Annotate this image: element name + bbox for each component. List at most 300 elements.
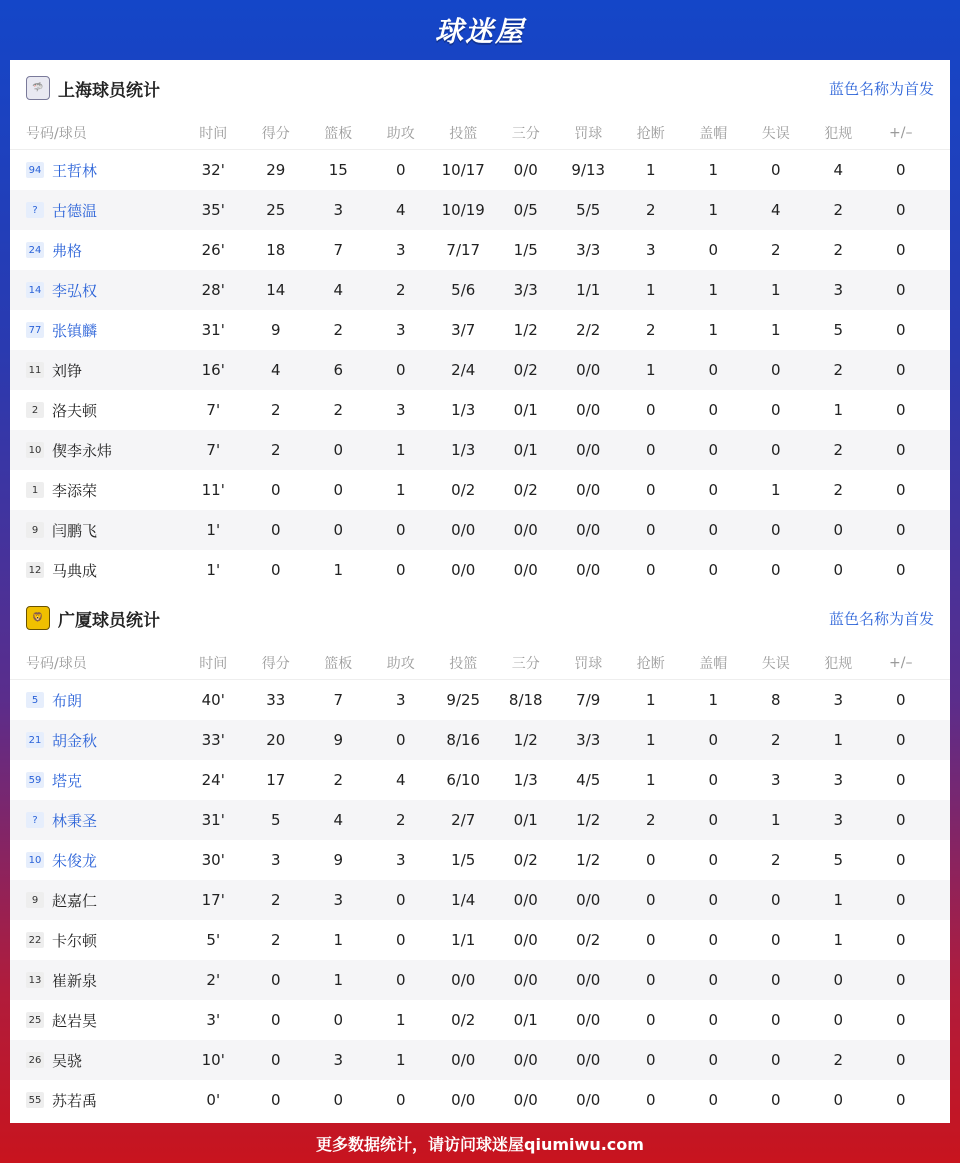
- player-rows: [10, 150, 950, 590]
- jersey-number-badge: ?: [26, 202, 44, 218]
- stat-cell: 0/0: [576, 1051, 601, 1069]
- stat-cell: 0/0: [513, 931, 538, 949]
- player-cell: [10, 770, 182, 791]
- stat-cell: 0: [645, 1051, 656, 1069]
- stat-cell: 0: [708, 241, 719, 259]
- player-cell: [10, 160, 182, 181]
- stat-cell: 0/1: [513, 441, 538, 459]
- stat-cell: 4: [333, 811, 344, 829]
- stat-cell: 2': [206, 971, 221, 989]
- stat-cell: 0/2: [513, 851, 538, 869]
- stat-cell: 1/5: [513, 241, 538, 259]
- player-cell: [10, 1010, 182, 1031]
- stat-cell: 1/3: [451, 401, 476, 419]
- stat-cell: 0: [395, 361, 406, 379]
- stat-cell: 3: [770, 771, 781, 789]
- player-row: [10, 230, 950, 270]
- player-row: [10, 270, 950, 310]
- stat-cell: 2: [645, 811, 656, 829]
- stat-cell: 0/0: [576, 1091, 601, 1109]
- player-name[interactable]: 闫鹏飞: [52, 521, 98, 540]
- player-cell: [10, 400, 182, 421]
- stat-cell: 1: [395, 481, 406, 499]
- player-name[interactable]: 李弘权: [52, 281, 98, 300]
- stat-cell: 0: [833, 1011, 844, 1029]
- stat-cell: 3: [833, 691, 844, 709]
- player-name[interactable]: 布朗: [52, 691, 83, 710]
- player-row: [10, 840, 950, 880]
- stat-cell: 0/0: [576, 521, 601, 539]
- stat-cell: 6: [333, 361, 344, 379]
- jersey-number-badge: 55: [26, 1092, 44, 1108]
- stat-cell: 0: [708, 481, 719, 499]
- stat-cell: 3: [333, 891, 344, 909]
- stat-cell: 0: [708, 891, 719, 909]
- player-name[interactable]: 崔新泉: [52, 971, 98, 990]
- column-header: 盖帽: [699, 655, 728, 672]
- stat-cell: 10': [201, 1051, 225, 1069]
- stat-cell: 2: [270, 401, 281, 419]
- stat-cell: 0/0: [576, 971, 601, 989]
- stat-cell: 0: [833, 561, 844, 579]
- stat-cell: 4: [270, 361, 281, 379]
- stat-cell: 0: [708, 931, 719, 949]
- player-cell: [10, 810, 182, 831]
- stat-cell: 0/0: [451, 1091, 476, 1109]
- column-header: 失误: [761, 655, 790, 672]
- player-cell: [10, 970, 182, 991]
- stat-cell: 1: [645, 691, 656, 709]
- stat-cell: 3/3: [576, 731, 601, 749]
- column-header: 失误: [761, 125, 790, 142]
- stat-cell: 2: [770, 241, 781, 259]
- stat-cell: 1/4: [451, 891, 476, 909]
- column-header: 抢断: [636, 125, 665, 142]
- column-header: 投篮: [449, 125, 478, 142]
- player-row: [10, 350, 950, 390]
- stat-cell: 0/0: [513, 521, 538, 539]
- stat-cell: 0: [645, 441, 656, 459]
- stat-cell: 0/2: [513, 481, 538, 499]
- stat-cell: 2: [645, 321, 656, 339]
- stat-cell: 0/1: [513, 1011, 538, 1029]
- stat-cell: 18: [266, 241, 286, 259]
- stat-cell: 0: [770, 161, 781, 179]
- stat-cell: 4: [770, 201, 781, 219]
- stat-cell: 3': [206, 1011, 221, 1029]
- section-title: 上海球员统计: [58, 80, 160, 101]
- stat-cell: 7/17: [446, 241, 481, 259]
- team-section-shanghai: [10, 60, 950, 590]
- player-row: [10, 190, 950, 230]
- stat-cell: 1/2: [513, 731, 538, 749]
- stat-cell: 0: [895, 971, 906, 989]
- player-name[interactable]: 卡尔顿: [52, 931, 98, 950]
- stat-cell: 8/16: [446, 731, 481, 749]
- stat-cell: 0: [895, 811, 906, 829]
- stat-cell: 2: [770, 731, 781, 749]
- jersey-number-badge: 5: [26, 692, 44, 708]
- stat-cell: 2: [833, 201, 844, 219]
- stat-cell: 2: [270, 441, 281, 459]
- stat-cell: 8/18: [508, 691, 543, 709]
- player-cell: [10, 280, 182, 301]
- stat-cell: 3: [395, 691, 406, 709]
- column-header: 得分: [261, 655, 290, 672]
- player-row: [10, 390, 950, 430]
- stat-cell: 0/0: [451, 521, 476, 539]
- player-rows: [10, 680, 950, 1120]
- stat-cell: 1: [645, 161, 656, 179]
- stat-cell: 0: [708, 441, 719, 459]
- stat-cell: 1: [645, 731, 656, 749]
- player-name[interactable]: 苏若禹: [52, 1091, 98, 1110]
- stat-cell: 0/0: [576, 401, 601, 419]
- stat-cell: 2: [333, 401, 344, 419]
- stat-cell: 3: [395, 321, 406, 339]
- player-name[interactable]: 古德温: [52, 201, 98, 220]
- stat-cell: 0/2: [513, 361, 538, 379]
- stat-cell: 0: [708, 561, 719, 579]
- stat-cell: 1/3: [451, 441, 476, 459]
- stat-cell: 4: [333, 281, 344, 299]
- stat-cell: 0: [770, 1091, 781, 1109]
- column-header: 犯规: [824, 655, 853, 672]
- player-cell: [10, 1050, 182, 1071]
- player-row: [10, 760, 950, 800]
- stat-cell: 0: [708, 811, 719, 829]
- player-name[interactable]: 林秉圣: [52, 811, 98, 830]
- starter-legend-note: 蓝色名称为首发: [828, 79, 934, 98]
- column-header: 抢断: [636, 655, 665, 672]
- stat-cell: 0: [270, 521, 281, 539]
- stat-cell: 2: [833, 361, 844, 379]
- stat-cell: 3: [395, 851, 406, 869]
- stat-cell: 25: [266, 201, 286, 219]
- stat-cell: 7: [333, 241, 344, 259]
- stat-cell: 6/10: [446, 771, 481, 789]
- stat-cell: 5: [270, 811, 281, 829]
- section-header: [10, 60, 950, 116]
- player-row: [10, 680, 950, 720]
- stat-cell: 1: [708, 691, 719, 709]
- stat-cell: 0: [895, 481, 906, 499]
- stat-cell: 1/1: [576, 281, 601, 299]
- stat-cell: 9: [270, 321, 281, 339]
- stat-cell: 0: [333, 1011, 344, 1029]
- stat-cell: 1': [206, 561, 221, 579]
- stat-cell: 0: [895, 931, 906, 949]
- player-cell: [10, 240, 182, 261]
- stat-cell: 0: [895, 201, 906, 219]
- player-name[interactable]: 洛夫顿: [52, 401, 98, 420]
- stat-cell: 1: [645, 281, 656, 299]
- stat-cell: 1: [645, 771, 656, 789]
- column-header: 三分: [511, 655, 540, 672]
- stat-cell: 0: [895, 241, 906, 259]
- brand-logo: 球迷屋: [434, 15, 525, 48]
- stat-cell: 0: [770, 1011, 781, 1029]
- stat-cell: 35': [201, 201, 225, 219]
- section-title: 广厦球员统计: [58, 610, 160, 631]
- player-name[interactable]: 刘铮: [52, 361, 83, 380]
- stat-cell: 3: [833, 771, 844, 789]
- player-row: [10, 800, 950, 840]
- stat-cell: 3: [833, 281, 844, 299]
- stat-cell: 2: [270, 891, 281, 909]
- footer-banner[interactable]: 更多数据统计，请访问球迷屋qiumiwu.com: [316, 1134, 644, 1154]
- stat-cell: 0: [395, 1091, 406, 1109]
- stat-cell: 1: [395, 1011, 406, 1029]
- stat-cell: 16': [201, 361, 225, 379]
- stat-cell: 9/25: [446, 691, 481, 709]
- jersey-number-badge: 21: [26, 732, 44, 748]
- jersey-number-badge: ?: [26, 812, 44, 828]
- stat-cell: 9/13: [571, 161, 606, 179]
- jersey-number-badge: 12: [26, 562, 44, 578]
- stat-cell: 0: [645, 481, 656, 499]
- stat-cell: 0/0: [576, 561, 601, 579]
- column-header: 助攻: [386, 125, 415, 142]
- stat-cell: 0: [770, 521, 781, 539]
- player-cell: [10, 850, 182, 871]
- column-header: 篮板: [324, 125, 353, 142]
- stat-cell: 0: [270, 1091, 281, 1109]
- jersey-number-badge: 10: [26, 852, 44, 868]
- stat-cell: 0: [333, 1091, 344, 1109]
- stat-cell: 33: [266, 691, 286, 709]
- player-cell: [10, 690, 182, 711]
- stat-cell: 2: [833, 441, 844, 459]
- jersey-number-badge: 22: [26, 932, 44, 948]
- stat-cell: 3/3: [513, 281, 538, 299]
- stat-cell: 0/2: [576, 931, 601, 949]
- column-header: 三分: [511, 125, 540, 142]
- stat-cell: 4: [395, 201, 406, 219]
- stat-cell: 0: [708, 971, 719, 989]
- table-header: [10, 646, 950, 680]
- stat-cell: 0: [895, 1051, 906, 1069]
- stat-cell: 0: [770, 891, 781, 909]
- column-header: 号码/球员: [26, 125, 87, 142]
- stat-cell: 26': [201, 241, 225, 259]
- stat-cell: 0: [645, 401, 656, 419]
- jersey-number-badge: 2: [26, 402, 44, 418]
- stat-cell: 0/1: [513, 401, 538, 419]
- stat-cell: 0: [895, 771, 906, 789]
- column-header: +/–: [889, 124, 913, 141]
- stat-cell: 0: [895, 891, 906, 909]
- player-cell: [10, 890, 182, 911]
- stat-cell: 0: [645, 521, 656, 539]
- stat-cell: 0: [770, 361, 781, 379]
- stat-cell: 0: [645, 971, 656, 989]
- stat-cell: 3: [833, 811, 844, 829]
- stat-cell: 0: [895, 281, 906, 299]
- stat-cell: 1: [770, 321, 781, 339]
- stat-cell: 0/0: [576, 441, 601, 459]
- stat-cell: 0/0: [576, 481, 601, 499]
- stat-cell: 0: [270, 481, 281, 499]
- jersey-number-badge: 77: [26, 322, 44, 338]
- stat-cell: 1: [708, 321, 719, 339]
- player-name[interactable]: 李添荣: [52, 481, 98, 500]
- stat-cell: 0: [708, 1091, 719, 1109]
- stat-cell: 0/0: [576, 891, 601, 909]
- player-name[interactable]: 胡金秋: [52, 731, 98, 750]
- stat-cell: 2: [395, 281, 406, 299]
- player-cell: [10, 320, 182, 341]
- stat-cell: 3: [645, 241, 656, 259]
- stat-cell: 0/0: [513, 161, 538, 179]
- stat-cell: 8: [770, 691, 781, 709]
- player-name[interactable]: 王哲林: [52, 161, 98, 180]
- stat-cell: 2: [770, 851, 781, 869]
- stat-cell: 2: [833, 1051, 844, 1069]
- stat-cell: 24': [201, 771, 225, 789]
- stat-cell: 0/0: [451, 561, 476, 579]
- stat-cell: 0: [708, 731, 719, 749]
- player-name[interactable]: 张镇麟: [52, 321, 98, 340]
- stat-cell: 1: [770, 481, 781, 499]
- jersey-number-badge: 1: [26, 482, 44, 498]
- stat-cell: 1: [833, 401, 844, 419]
- player-name[interactable]: 朱俊龙: [52, 851, 98, 870]
- stat-cell: 0: [333, 521, 344, 539]
- stat-cell: 0: [395, 161, 406, 179]
- player-name[interactable]: 塔克: [52, 771, 83, 790]
- stat-cell: 0: [395, 891, 406, 909]
- stat-cell: 0: [333, 481, 344, 499]
- stat-cell: 5: [833, 321, 844, 339]
- jersey-number-badge: 25: [26, 1012, 44, 1028]
- stat-cell: 31': [201, 321, 225, 339]
- player-name[interactable]: 马典成: [52, 561, 98, 580]
- player-name[interactable]: 吴骁: [52, 1051, 83, 1070]
- stat-cell: 0: [833, 521, 844, 539]
- player-row: [10, 960, 950, 1000]
- stat-cell: 0: [895, 361, 906, 379]
- player-cell: [10, 930, 182, 951]
- stat-cell: 0: [333, 441, 344, 459]
- player-row: [10, 150, 950, 190]
- player-row: [10, 880, 950, 920]
- stat-cell: 0: [770, 971, 781, 989]
- stat-cell: 1/2: [513, 321, 538, 339]
- stat-cell: 1: [833, 731, 844, 749]
- stat-cell: 0/0: [513, 971, 538, 989]
- column-header: +/–: [889, 654, 913, 671]
- stat-cell: 2: [833, 481, 844, 499]
- stat-cell: 0/0: [513, 891, 538, 909]
- player-row: [10, 920, 950, 960]
- stat-cell: 1': [206, 521, 221, 539]
- stat-cell: 0: [270, 1011, 281, 1029]
- stat-cell: 14: [266, 281, 286, 299]
- stat-cell: 32': [201, 161, 225, 179]
- player-row: [10, 1040, 950, 1080]
- stat-cell: 1: [333, 931, 344, 949]
- player-name[interactable]: 赵岩昊: [52, 1011, 98, 1030]
- player-cell: [10, 480, 182, 501]
- stat-cell: 0/5: [513, 201, 538, 219]
- stat-cell: 0: [708, 1051, 719, 1069]
- player-name[interactable]: 赵嘉仁: [52, 891, 98, 910]
- stat-cell: 0/0: [513, 1051, 538, 1069]
- stat-cell: 0': [206, 1091, 221, 1109]
- jersey-number-badge: 9: [26, 892, 44, 908]
- team-section-guangsha: [10, 590, 950, 1120]
- stat-cell: 5': [206, 931, 221, 949]
- stat-cell: 0/0: [451, 971, 476, 989]
- stat-cell: 0: [395, 521, 406, 539]
- stat-cell: 0: [833, 971, 844, 989]
- stat-cell: 2: [333, 771, 344, 789]
- stat-cell: 4/5: [576, 771, 601, 789]
- stat-cell: 0: [895, 731, 906, 749]
- stat-cell: 4: [395, 771, 406, 789]
- player-cell: [10, 1090, 182, 1111]
- stat-cell: 1: [333, 971, 344, 989]
- stat-cell: 3/7: [451, 321, 476, 339]
- stat-cell: 0/0: [451, 1051, 476, 1069]
- jersey-number-badge: 14: [26, 282, 44, 298]
- stat-cell: 0: [395, 561, 406, 579]
- stat-cell: 0: [395, 731, 406, 749]
- stat-cell: 2: [395, 811, 406, 829]
- column-header: 时间: [199, 655, 228, 672]
- stat-cell: 2/7: [451, 811, 476, 829]
- jersey-number-badge: 59: [26, 772, 44, 788]
- player-row: [10, 310, 950, 350]
- starter-legend-note: 蓝色名称为首发: [828, 609, 934, 628]
- player-row: [10, 510, 950, 550]
- stat-cell: 0: [645, 931, 656, 949]
- stat-cell: 0: [395, 931, 406, 949]
- stat-cell: 0: [395, 971, 406, 989]
- stat-cell: 3/3: [576, 241, 601, 259]
- stat-cell: 3: [270, 851, 281, 869]
- player-name[interactable]: 偰李永炜: [52, 441, 113, 460]
- stat-cell: 3: [395, 401, 406, 419]
- stat-cell: 28': [201, 281, 225, 299]
- column-header: 罚球: [574, 125, 603, 142]
- stat-cell: 0: [270, 561, 281, 579]
- stat-cell: 1: [708, 201, 719, 219]
- player-name[interactable]: 弗格: [52, 241, 83, 260]
- stat-cell: 3: [333, 1051, 344, 1069]
- stat-cell: 29: [266, 161, 286, 179]
- table-header: [10, 116, 950, 150]
- stats-card: [10, 60, 950, 1123]
- stat-cell: 0: [895, 691, 906, 709]
- stat-cell: 2: [333, 321, 344, 339]
- player-cell: [10, 440, 182, 461]
- stat-cell: 7': [206, 401, 221, 419]
- player-cell: [10, 730, 182, 751]
- stat-cell: 7': [206, 441, 221, 459]
- player-cell: [10, 560, 182, 581]
- column-header: 盖帽: [699, 125, 728, 142]
- player-row: [10, 1000, 950, 1040]
- stat-cell: 15: [328, 161, 348, 179]
- stat-cell: 0: [895, 441, 906, 459]
- stat-cell: 1: [395, 441, 406, 459]
- stat-cell: 0: [645, 561, 656, 579]
- stat-cell: 0: [895, 561, 906, 579]
- stat-cell: 0/0: [576, 361, 601, 379]
- stat-cell: 5/5: [576, 201, 601, 219]
